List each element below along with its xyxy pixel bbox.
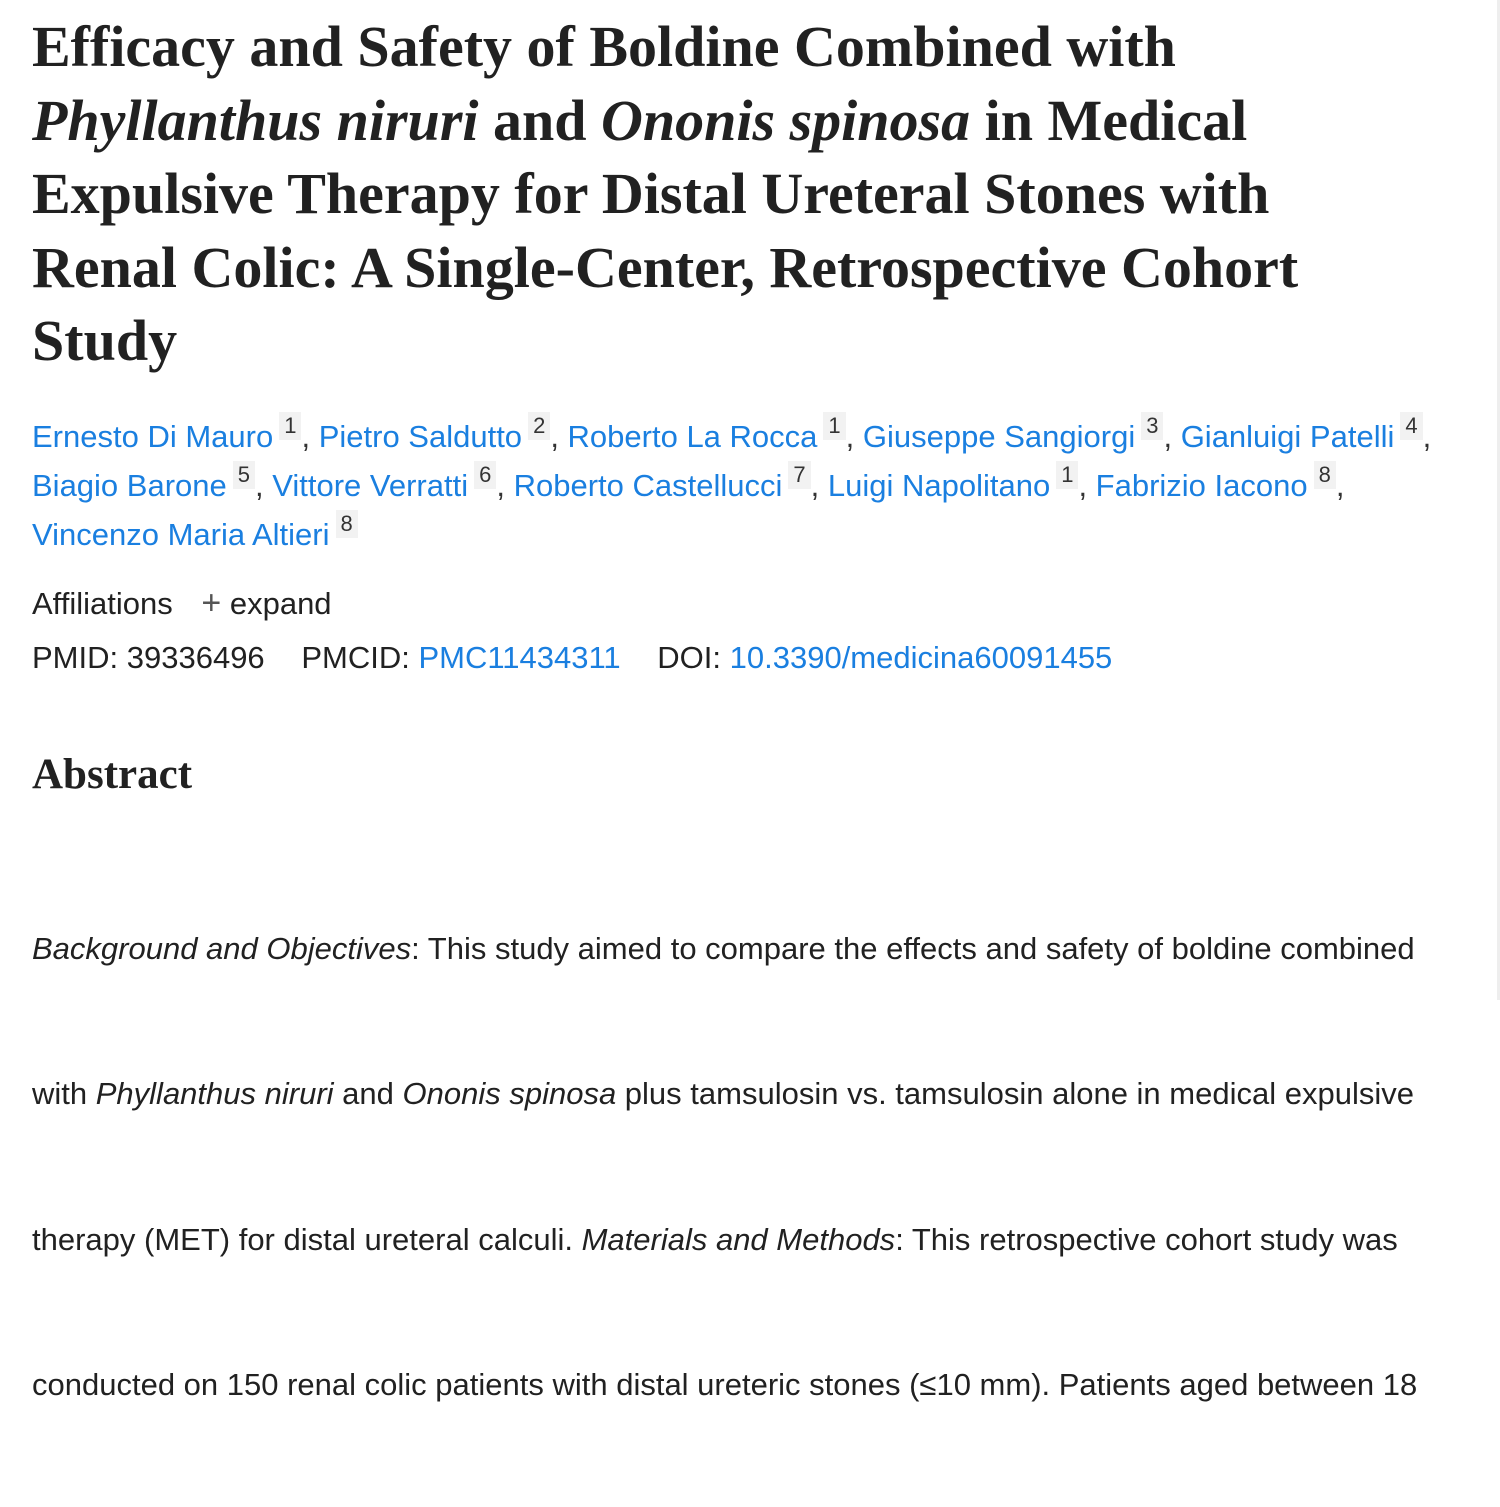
affiliation-number[interactable]: 7 <box>788 461 810 489</box>
author-link[interactable]: Vincenzo Maria Altieri <box>32 516 330 552</box>
author-link[interactable]: Luigi Napolitano <box>827 467 1051 503</box>
author-link[interactable]: Vittore Verratti <box>272 467 469 503</box>
abstract-text-span: : This study aimed to compare the effects and safety of boldine combined <box>411 930 1415 966</box>
author-link[interactable]: Gianluigi Patelli <box>1180 418 1395 454</box>
affiliation-number[interactable]: 6 <box>474 461 496 489</box>
author-link[interactable]: Pietro Saldutto <box>318 418 523 454</box>
author-link[interactable]: Giuseppe Sangiorgi <box>862 418 1136 454</box>
abstract-line <box>32 1216 1477 1265</box>
author-link[interactable]: Biagio Barone <box>32 467 227 503</box>
section-label: Background and Objectives <box>32 930 412 966</box>
abstract-line <box>32 925 1477 974</box>
abstract-text-span: therapy (MET) for distal ureteral calculi. <box>32 1221 582 1257</box>
author-link[interactable]: Roberto Castellucci <box>513 467 783 503</box>
abstract-line <box>32 1070 1477 1119</box>
abstract-text <box>32 828 1477 1507</box>
separator: , <box>845 418 863 454</box>
title-line: Efficacy and Safety of Boldine Combined with <box>32 14 1176 79</box>
doi-link[interactable]: 10.3390/medicina60091455 <box>729 639 1113 675</box>
author-link[interactable]: Fabrizio Iacono <box>1095 467 1308 503</box>
abstract-text-span: with <box>32 1076 96 1111</box>
author-link[interactable]: Roberto La Rocca <box>567 418 818 454</box>
identifiers <box>32 636 1482 680</box>
title-text: and <box>478 87 602 153</box>
separator: , <box>1335 467 1345 503</box>
title-line: Renal Colic: A Single-Center, Retrospective Cohort <box>32 234 1299 300</box>
affiliation-number[interactable]: 8 <box>336 510 358 538</box>
species-name: Phyllanthus niruri <box>95 1076 334 1111</box>
pmcid-link[interactable]: PMC11434311 <box>418 639 621 675</box>
separator: , <box>1163 418 1181 454</box>
affiliation-number[interactable]: 3 <box>1141 412 1163 440</box>
author-link[interactable]: Ernesto Di Mauro <box>32 418 274 454</box>
species-name: Ononis spinosa <box>402 1076 617 1111</box>
abstract-text-span: : This retrospective cohort study was <box>895 1221 1398 1257</box>
affiliation-number[interactable]: 2 <box>528 412 550 440</box>
affiliation-number[interactable]: 1 <box>823 412 845 440</box>
abstract-text-span: plus tamsulosin vs. tamsulosin alone in medical expulsive <box>616 1076 1414 1111</box>
separator: , <box>810 467 828 503</box>
affiliation-number[interactable]: 8 <box>1314 461 1336 489</box>
title-line: Expulsive Therapy for Distal Ureteral Stones with <box>32 161 1270 226</box>
affiliations-row <box>32 581 1482 626</box>
pmcid-label: PMCID: <box>301 639 410 675</box>
pmid-label: PMID: <box>32 639 119 675</box>
article-page <box>32 0 1482 1507</box>
title-line: Study <box>32 308 178 373</box>
separator: , <box>550 418 568 454</box>
affiliation-number[interactable]: 5 <box>233 461 255 489</box>
title-italic: Ononis spinosa <box>601 87 971 153</box>
separator: , <box>496 467 514 503</box>
title-italic: Phyllanthus niruri <box>32 87 479 153</box>
title-line <box>32 84 1482 158</box>
separator: , <box>301 418 319 454</box>
expand-plus-icon[interactable]: + <box>201 583 222 622</box>
doi-label: DOI: <box>657 639 722 675</box>
separator: , <box>1422 418 1432 454</box>
expand-affiliations-button[interactable]: expand <box>229 585 332 621</box>
abstract-line: conducted on 150 renal colic patients with distal ureteric stones (≤10 mm). Patients aged between 18 <box>32 1367 1418 1402</box>
section-label: Materials and Methods <box>581 1221 896 1257</box>
affiliation-number[interactable]: 1 <box>1056 461 1078 489</box>
abstract-text-span: and <box>333 1076 403 1111</box>
affiliations-label: Affiliations <box>32 585 173 621</box>
affiliation-number[interactable]: 1 <box>279 412 301 440</box>
title-text: in Medical <box>970 87 1248 153</box>
affiliation-number[interactable]: 4 <box>1400 412 1422 440</box>
article-title <box>32 10 1482 378</box>
separator: , <box>1078 467 1096 503</box>
separator: , <box>255 467 273 503</box>
author-list <box>32 412 1482 559</box>
pmid-value: 39336496 <box>126 639 265 675</box>
abstract-heading: Abstract <box>32 750 193 798</box>
